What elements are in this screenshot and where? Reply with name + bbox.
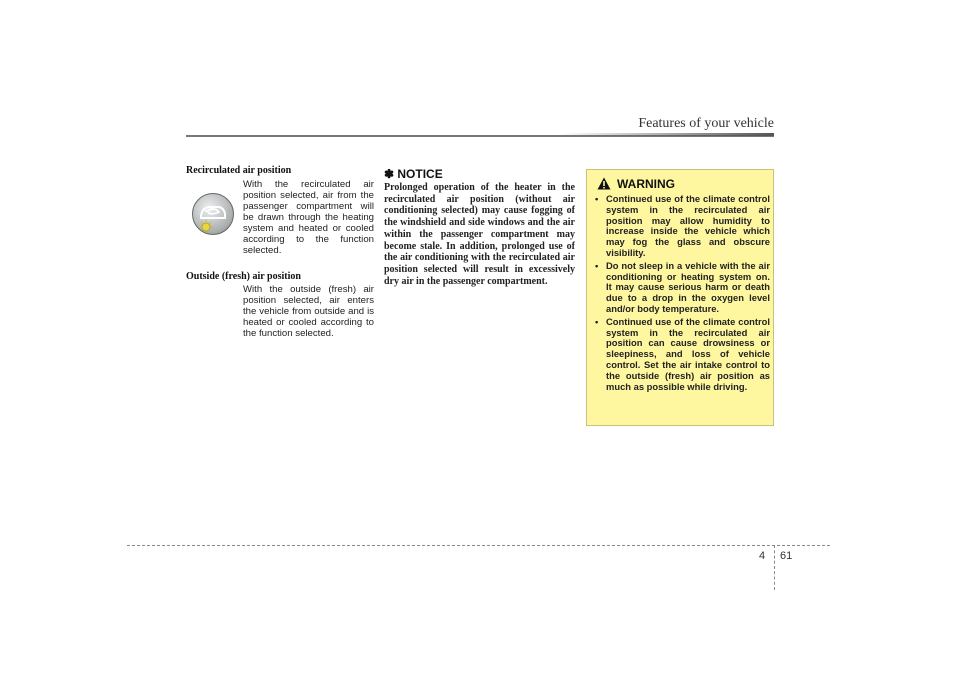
warning-item: • Continued use of the climate control system in the recirculated air position may allow humidity to increase inside the vehicle which may fog the glass and obscure visibility.: [595, 194, 770, 259]
recirculated-air-button-icon: [192, 193, 234, 235]
notice-body: Prolonged operation of the heater in the recirculated air position (without air conditioning selected) may cause fogging of the windshield and side windows and the air within the passenger compartment may become stale. In addition, prolonged use of the air conditioning with the recirculated air position selected will result in excessively dry air in the passenger compartment.: [384, 182, 575, 287]
footer-divider: [774, 545, 775, 590]
warning-box: [586, 169, 774, 426]
chapter-number: 4: [759, 550, 766, 562]
air-position-column: [186, 165, 374, 339]
warning-list: [595, 194, 770, 394]
fresh-air-description: With the outside (fresh) air position selected, air enters the vehicle from outside and is heated or cooled according to the function selected.: [243, 284, 374, 339]
page-number: 61: [780, 550, 793, 562]
car-recirculation-icon: [193, 194, 233, 234]
warning-item: • Do not sleep in a vehicle with the air conditioning or heating system on. It may cause serious harm or death due to a drop in the oxygen level and/or body temperature.: [595, 261, 770, 315]
notice-title: ✽ NOTICE: [384, 167, 443, 181]
warning-item: • Continued use of the climate control system in the recirculated air position can cause drowsiness or sleepiness, and loss of vehicle control. Set the air intake control to the outside (fresh) air position as much as possible while driving.: [595, 317, 770, 393]
warning-triangle-icon: [597, 177, 611, 190]
header-rule-accent: [560, 133, 774, 136]
warning-title: WARNING: [617, 177, 675, 191]
footer-rule: [127, 545, 830, 546]
fresh-air-heading: Outside (fresh) air position: [186, 271, 301, 282]
notice-section: [384, 167, 575, 287]
recirculated-description: With the recirculated air position selected, air from the passenger compartment will be drawn through the heating system and heated or cooled according to the function selected.: [243, 179, 374, 256]
recirculated-heading: Recirculated air position: [186, 165, 292, 176]
section-title: Features of your vehicle: [638, 116, 774, 131]
